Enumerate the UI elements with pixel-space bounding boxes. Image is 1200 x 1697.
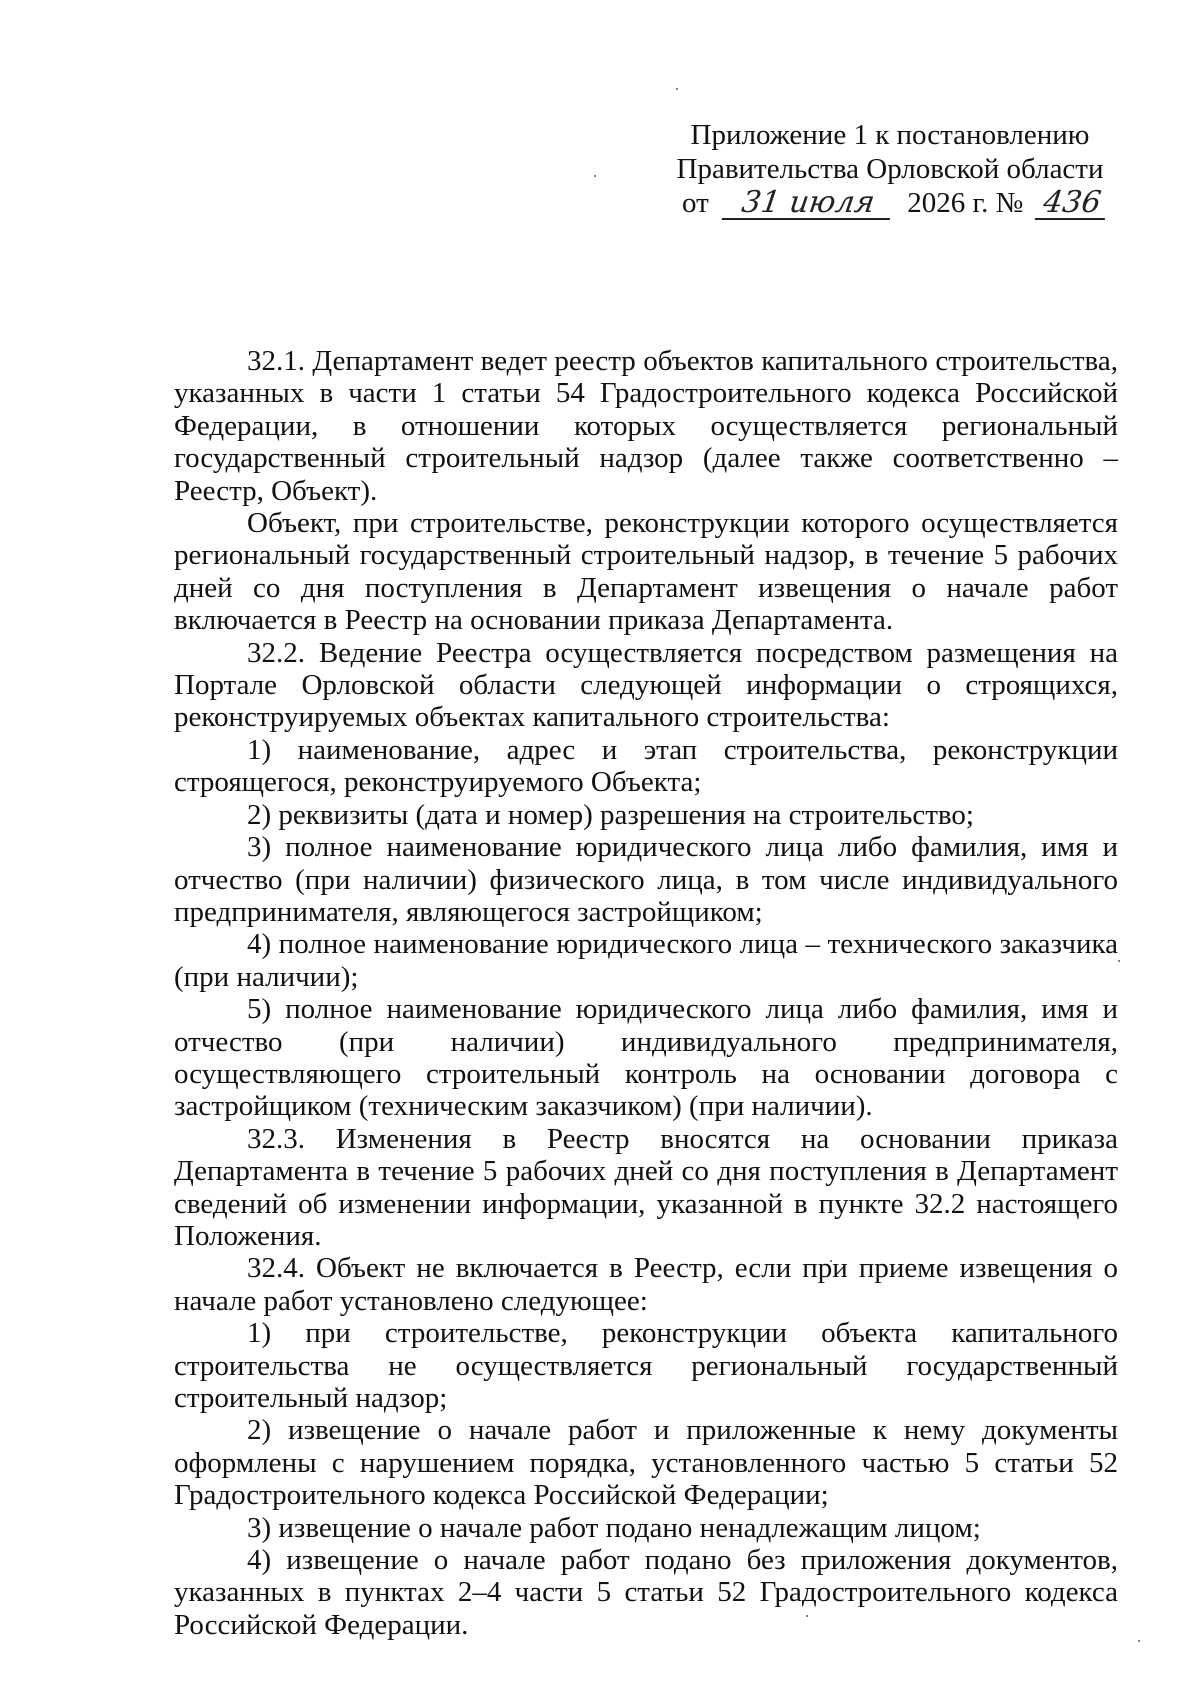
paragraph-32-3: 32.3. Изменения в Реестр вносятся на основании приказа Департамента в течение 5 рабочих дней со дня поступления в Департамент сведений об изменении информации, указанной в пункте 32.2 настоящего Положения. — [174, 1122, 1118, 1252]
date-number-line — [660, 186, 1120, 220]
list-item-32-2-2: 2) реквизиты (дата и номер) разрешения на строительство; — [247, 798, 974, 831]
appendix-header — [660, 118, 1120, 220]
document-body — [174, 345, 1118, 1641]
paragraph-32-1: 32.1. Департамент ведет реестр объектов капитального строительства, указанных в части 1 статьи 54 Градостроительного кодекса Российской Федерации, в отношении которых осуществляется региональный государственный строительный надзор (далее также соответственно – Реестр, Объект). — [174, 345, 1118, 507]
list-item-32-2-4: 4) полное наименование юридического лица – технического заказчика (при наличии); — [174, 928, 1118, 993]
list-item-32-2-1: 1) наименование, адрес и этап строительства, реконструкции строящегося, реконструируемого Объекта; — [174, 733, 1118, 799]
list-item-32-4-1: 1) при строительстве, реконструкции объекта капитального строительства не осуществляется региональный государственный строительный надзор; — [174, 1317, 1118, 1414]
issuer-line: Правительства Орловской области — [676, 153, 1104, 185]
list-item-32-2-5: 5) полное наименование юридического лица либо фамилия, имя и отчество (при наличии) индивидуального предпринимателя, осуществляющего строительный контроль на основании договора с застройщиком (техническим заказчиком) (при наличии). — [174, 993, 1118, 1123]
appendix-title: Приложение 1 к постановлению — [690, 119, 1090, 151]
year-number-label: 2026 г. № — [907, 187, 1024, 219]
handwritten-date: 31 июля — [722, 188, 894, 220]
list-item-32-2-3: 3) полное наименование юридического лица либо фамилия, имя и отчество (при наличии) физического лица, в том числе индивидуального предпринимателя, являющегося застройщиком; — [174, 831, 1118, 928]
paragraph-object-inclusion: Объект, при строительстве, реконструкции которого осуществляется региональный государственный строительный надзор, в течение 5 рабочих дней со дня поступления в Департамент извещения о начале работ включается в Реестр на основании приказа Департамента. — [174, 507, 1118, 637]
date-prefix: от — [682, 187, 709, 219]
list-item-32-4-2: 2) извещение о начале работ и приложенные к нему документы оформлены с нарушением порядка, установленного частью 5 статьи 52 Градостроительного кодекса Российской Федерации; — [174, 1414, 1118, 1512]
list-item-32-4-4: 4) извещение о начале работ подано без приложения документов, указанных в пунктах 2–4 части 5 статьи 52 Градостроительного кодекса Российской Федерации. — [174, 1544, 1118, 1641]
paragraph-32-2: 32.2. Ведение Реестра осуществляется посредством размещения на Портале Орловской области следующей информации о строящихся, реконструируемых объектах капитального строительства: — [174, 636, 1118, 734]
scan-speck — [594, 175, 596, 177]
list-item-32-4-3: 3) извещение о начале работ подано ненадлежащим лицом; — [247, 1511, 981, 1544]
scan-speck — [1118, 960, 1120, 962]
handwritten-number: 436 — [1034, 188, 1108, 220]
paragraph-32-4: 32.4. Объект не включается в Реестр, если при приеме извещения о начале работ установлено следующее: — [174, 1252, 1118, 1317]
scan-speck — [676, 88, 678, 90]
scan-speck — [1138, 1640, 1140, 1642]
